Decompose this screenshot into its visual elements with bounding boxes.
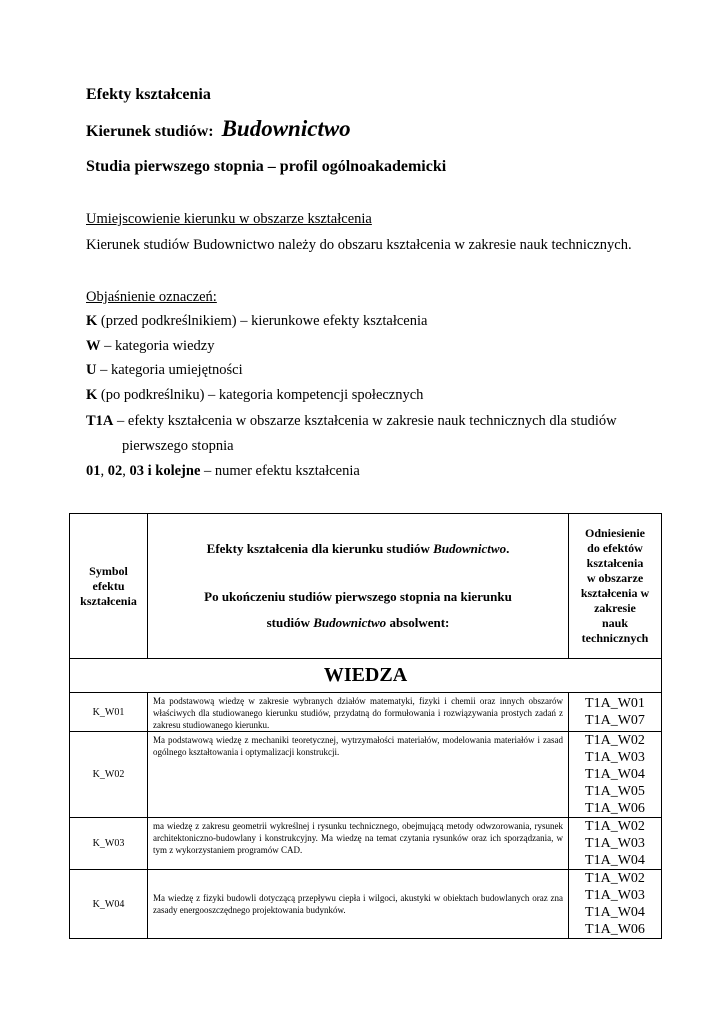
- field-label: Kierunek studiów:: [86, 123, 214, 140]
- outcome-description: Ma podstawową wiedzę w zakresie wybranych działów matematyki, fizyki i chemii oraz innych obszarów właściwych dla studiowanego kierunku studiów, przydatną do formułowania i rozwiązywania prostych zadań z zakresu studiowanego kierunku.: [148, 693, 569, 732]
- field-heading: [86, 116, 351, 142]
- outcome-description: Ma podstawową wiedzę z mechaniki teoretycznej, wytrzymałości materiałów, modelowania materiałów i zasad ogólnego kształtowania i optymalizacji konstrukcji.: [148, 732, 569, 818]
- legend-item: K (po podkreślniku) – kategoria kompetencji społecznych: [86, 387, 424, 403]
- table-row: [70, 693, 662, 732]
- legend-heading: Objaśnienie oznaczeń:: [86, 289, 217, 305]
- table-header-row: [70, 514, 662, 659]
- legend-item: W – kategoria wiedzy: [86, 338, 215, 354]
- document-title: Efekty kształcenia: [86, 86, 211, 103]
- header-symbol: Symbol efektu kształcenia: [70, 514, 148, 659]
- outcome-symbol: K_W04: [70, 870, 148, 939]
- table-row: [70, 870, 662, 939]
- outcome-description: Ma wiedzę z fizyki budowli dotyczącą przepływu ciepła i wilgoci, akustyki w obiektach budowlanych oraz zna zasady energooszczędnego projektowania budynków.: [148, 870, 569, 939]
- outcome-references: T1A_W02 T1A_W03 T1A_W04 T1A_W06: [569, 870, 662, 939]
- placement-heading: Umiejscowienie kierunku w obszarze kształcenia: [86, 211, 372, 227]
- learning-outcomes-table: [69, 513, 662, 939]
- outcome-references: T1A_W02 T1A_W03 T1A_W04 T1A_W05 T1A_W06: [569, 732, 662, 818]
- section-title: WIEDZA: [70, 659, 662, 693]
- header-reference: Odniesienie do efektów kształcenia w obszarze kształcenia w zakresie nauk technicznych: [569, 514, 662, 659]
- study-level: Studia pierwszego stopnia – profil ogólnoakademicki: [86, 158, 447, 175]
- outcome-references: T1A_W01 T1A_W07: [569, 693, 662, 732]
- section-row: [70, 659, 662, 693]
- legend-item: K (przed podkreślnikiem) – kierunkowe efekty kształcenia: [86, 313, 428, 329]
- outcome-references: T1A_W02 T1A_W03 T1A_W04: [569, 818, 662, 870]
- legend-item: T1A – efekty kształcenia w obszarze kształcenia w zakresie nauk technicznych dla studiów: [86, 413, 617, 429]
- outcome-description: ma wiedzę z zakresu geometrii wykreślnej i rysunku technicznego, obejmującą metody odwzorowania, rysunek architektoniczno-budowlany i konstrukcyjny. Ma wiedzę na temat czytania rysunków oraz ich sporządzania, w tym z wykorzystaniem programów CAD.: [148, 818, 569, 870]
- legend-item-continuation: pierwszego stopnia: [122, 438, 234, 454]
- field-name: Budownictwo: [221, 116, 351, 141]
- legend-item: U – kategoria umiejętności: [86, 362, 243, 378]
- legend-item: 01, 02, 03 i kolejne – numer efektu kształcenia: [86, 463, 360, 479]
- header-outcomes: Efekty kształcenia dla kierunku studiów Budownictwo. Po ukończeniu studiów pierwszego stopnia na kierunku studiów Budownictwo absolwent:: [148, 514, 569, 659]
- outcome-symbol: K_W03: [70, 818, 148, 870]
- table-row: [70, 732, 662, 818]
- table-row: [70, 818, 662, 870]
- placement-text: Kierunek studiów Budownictwo należy do obszaru kształcenia w zakresie nauk technicznych.: [86, 237, 632, 253]
- outcome-symbol: K_W01: [70, 693, 148, 732]
- outcome-symbol: K_W02: [70, 732, 148, 818]
